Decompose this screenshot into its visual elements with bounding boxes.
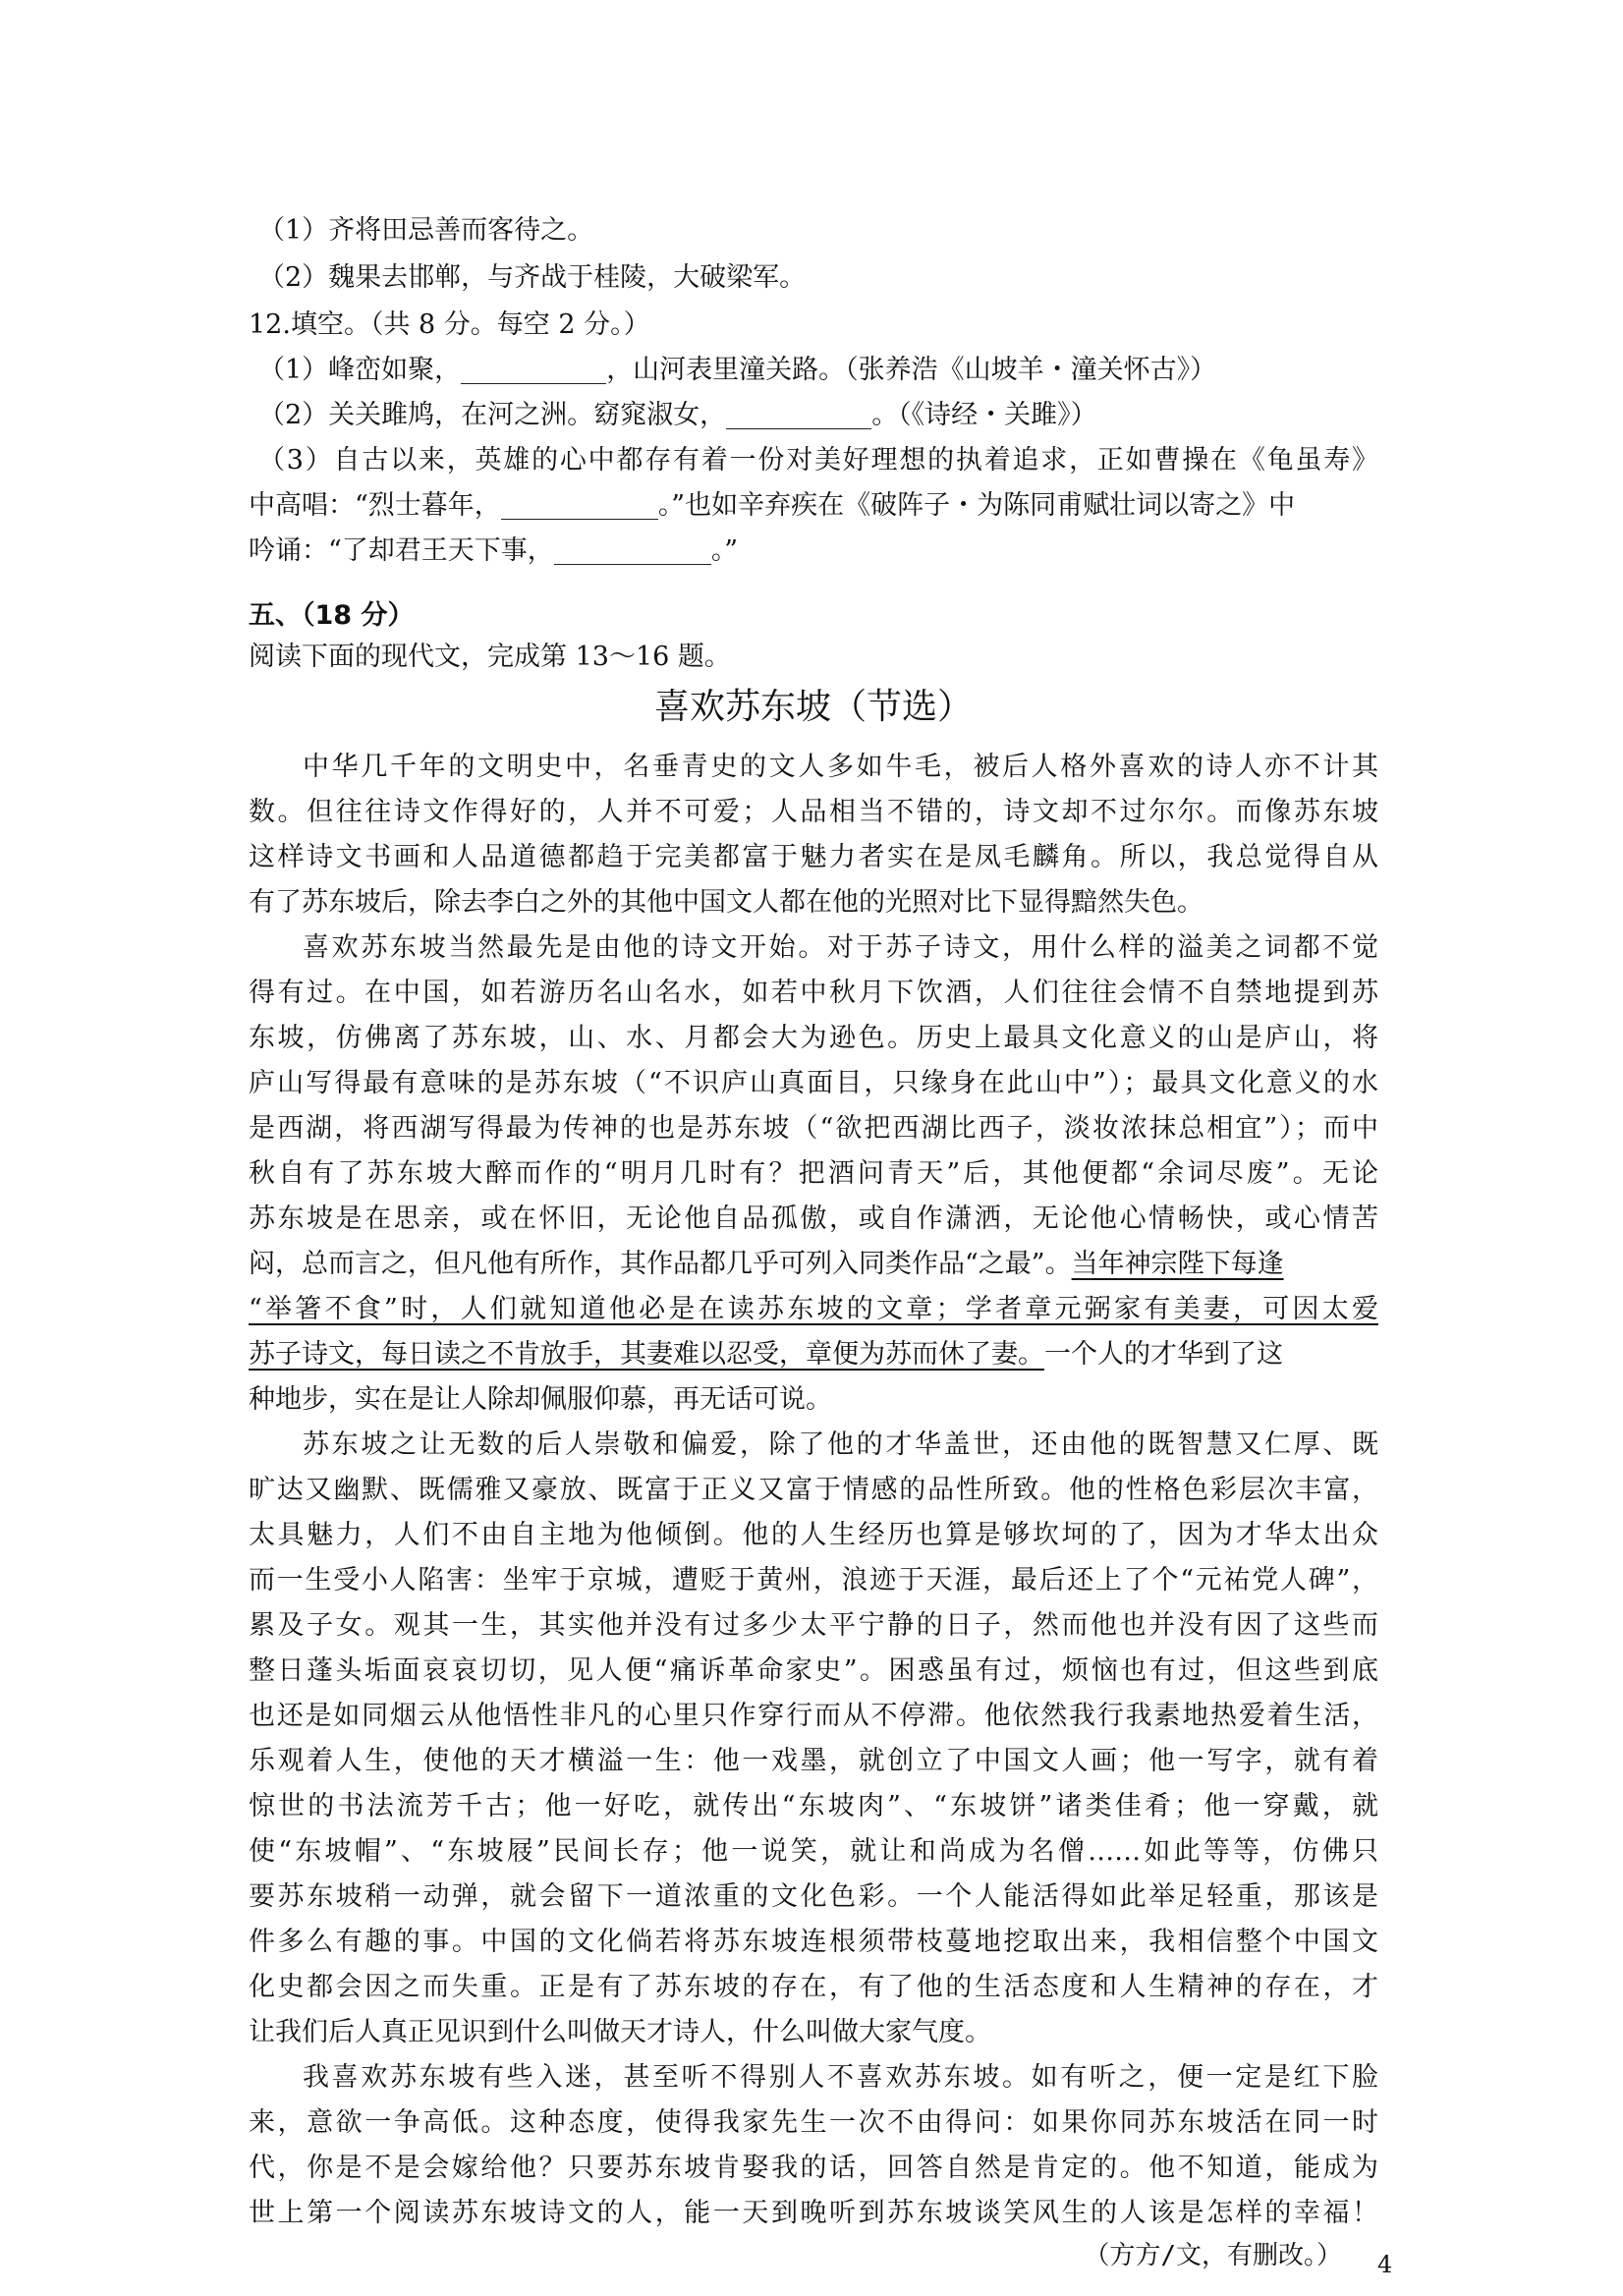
q12-s3-l2-end: 。”也如辛弃疾在《破阵子・为陈同甫赋壮词以寄之》中 xyxy=(657,490,1296,521)
article-line: 我喜欢苏东坡有些入迷，甚至听不得别人不喜欢苏东坡。如有听之，便一定是红下脸 xyxy=(303,2062,1378,2093)
underlined-passage: “举箸不食”时，人们就知道他必是在读苏东坡的文章；学者章元弼家有美妻，可因太爱 xyxy=(249,1294,1378,1324)
article-line: 累及子女。观其一生，其实他并没有过多少太平宁静的日子，然而他也并没有因了这些而 xyxy=(249,1610,1378,1641)
article-line: 有了苏东坡后，除去李白之外的其他中国文人都在他的光照对比下显得黯然失色。 xyxy=(249,887,1203,918)
article-line: 件多么有趣的事。中国的文化倘若将苏东坡连根须带枝蔓地挖取出来，我相信整个中国文 xyxy=(249,1927,1378,1957)
translation-item-2: （2）魏果去邯郸，与齐战于桂陵，大破梁军。 xyxy=(258,262,807,293)
article-line: 秋自有了苏东坡大醉而作的“明月几时有？把酒问青天”后，其他便都“余词尽废”。无论 xyxy=(249,1158,1378,1189)
q12-heading: 12.填空。（共 8 分。每空 2 分。） xyxy=(249,309,650,340)
article-line: 惊世的书法流芳千古；他一好吃，就传出“东坡肉”、“东坡饼”诸类佳肴；他一穿戴，就 xyxy=(249,1791,1378,1821)
article-line: 整日蓬头垢面哀哀切切，见人便“痛诉革命家史”。困惑虽有过，烦恼也有过，但这些到底 xyxy=(249,1655,1378,1686)
article-line xyxy=(249,1242,1378,1287)
article-line: 来，意欲一争高低。这种态度，使得我家先生一次不由得问：如果你同苏东坡活在同一时 xyxy=(249,2107,1378,2138)
q12-s1-end: ，山河表里潼关路。（张养浩《山坡羊・潼关怀古》） xyxy=(606,355,1217,385)
q12-s3-l3-start: 吟诵：“了却君王天下事， xyxy=(249,535,554,566)
article-line: 也还是如同烟云从他悟性非凡的心里只作穿行而从不停滞。他依然我行我素地热爱着生活， xyxy=(249,1701,1378,1731)
article-line: 东坡，仿佛离了苏东坡，山、水、月都会大为逊色。历史上最具文化意义的山是庐山，将 xyxy=(249,1023,1378,1053)
article-line: 化史都会因之而失重。正是有了苏东坡的存在，有了他的生活态度和人生精神的存在，才 xyxy=(249,1972,1378,2002)
article-byline: （方方/文，有删改。） xyxy=(1084,2241,1342,2270)
article-line: 中华几千年的文明史中，名垂青史的文人多如牛毛，被后人格外喜欢的诗人亦不计其 xyxy=(303,752,1378,782)
q12-s2-end: 。（《诗经・关雎》） xyxy=(871,400,1097,430)
article-line: 喜欢苏东坡当然最先是由他的诗文开始。对于苏子诗文，用什么样的溢美之词都不觉 xyxy=(303,932,1378,963)
article-line: 种地步，实在是让人除却佩服仰慕，再无话可说。 xyxy=(249,1384,832,1415)
article-line: 太具魅力，人们不由自主地为他倾倒。他的人生经历也算是够坎坷的了，因为才华太出众 xyxy=(249,1520,1378,1550)
q12-s1-start: （1）峰峦如聚， xyxy=(258,355,462,385)
section-5-instruction: 阅读下面的现代文，完成第 13～16 题。 xyxy=(249,642,731,672)
article-line: 是西湖，将西湖写得最为传神的也是苏东坡（“欲把西湖比西子，淡妆浓抹总相宜”）；而中 xyxy=(249,1113,1378,1144)
answer-blank-4[interactable] xyxy=(554,534,711,565)
page-number: 4 xyxy=(1377,2251,1393,2278)
section-5-heading: 五、（18 分） xyxy=(249,600,415,631)
translation-item-1: （1）齐将田忌善而客待之。 xyxy=(258,215,594,246)
q12-sentence-2 xyxy=(258,393,1388,438)
q12-s2-start: （2）关关雎鸠，在河之洲。窈窕淑女， xyxy=(258,400,727,430)
article-line xyxy=(249,1332,1378,1377)
q12-sentence-1 xyxy=(258,348,1388,393)
article-line: 苏东坡之让无数的后人崇敬和偏爱，除了他的才华盖世，还由他的既智慧又仁厚、既 xyxy=(303,1429,1378,1460)
article-line-text: 闷，总而言之，但凡他有所作，其作品都几乎可列入同类作品“之最”。 xyxy=(249,1249,1072,1279)
answer-blank-1[interactable] xyxy=(461,354,606,384)
article-line: 苏东坡是在思亲，或在怀旧，无论他自品孤傲，或自作潇洒，无论他心情畅快，或心情苦 xyxy=(249,1204,1378,1234)
article-line: 庐山写得最有意味的是苏东坡（“不识庐山真面目，只缘身在此山中”）；最具文化意义的水 xyxy=(249,1068,1378,1098)
answer-blank-2[interactable] xyxy=(726,399,871,429)
q12-sentence-3-line-3 xyxy=(249,529,1378,574)
article-line: 旷达又幽默、既儒雅又豪放、既富于正义又富于情感的品性所致。他的性格色彩层次丰富， xyxy=(249,1475,1378,1505)
q12-s3-l3-end: 。” xyxy=(710,535,739,566)
answer-blank-3[interactable] xyxy=(501,489,658,520)
article-line: 数。但往往诗文作得好的，人并不可爱；人品相当不错的，诗文却不过尔尔。而像苏东坡 xyxy=(249,797,1378,827)
article-line: 乐观着人生，使他的天才横溢一生：他一戏墨，就创立了中国文人画；他一写字，就有着 xyxy=(249,1746,1378,1776)
article-line: 要苏东坡稍一动弹，就会留下一道浓重的文化色彩。一个人能活得如此举足轻重，那该是 xyxy=(249,1881,1378,1912)
q12-s3-l2-start: 中高唱：“烈士暮年， xyxy=(249,490,501,521)
article-line: 而一生受小人陷害：坐牢于京城，遭贬于黄州，浪迹于天涯，最后还上了个“元祐党人碑”， xyxy=(249,1565,1378,1596)
underlined-passage: 当年神宗陛下每逢 xyxy=(1071,1249,1284,1279)
article-line: 让我们后人真正见识到什么叫做天才诗人，什么叫做大家气度。 xyxy=(249,2017,991,2047)
underlined-passage: 苏子诗文，每日读之不肯放手，其妻难以忍受，章便为苏而休了妻。 xyxy=(249,1339,1044,1370)
article-line: 世上第一个阅读苏东坡诗文的人，能一天到晚听到苏东坡谈笑风生的人该是怎样的幸福！ xyxy=(249,2198,1378,2228)
article-line: 使“东坡帽”、“东坡屐”民间长存；他一说笑，就让和尚成为名僧……如此等等，仿佛只 xyxy=(249,1836,1378,1867)
article-line: 这样诗文书画和人品道德都趋于完美都富于魅力者实在是凤毛麟角。所以，我总觉得自从 xyxy=(249,842,1378,872)
article-line: 得有过。在中国，如若游历名山名水，如若中秋月下饮酒，人们往往会情不自禁地提到苏 xyxy=(249,978,1378,1008)
article-line: 代，你是不是会嫁给他？只要苏东坡肯娶我的话，回答自然是肯定的。他不知道，能成为 xyxy=(249,2153,1378,2183)
article-title: 喜欢苏东坡（节选） xyxy=(653,687,973,727)
q12-sentence-3-line-2 xyxy=(249,483,1378,529)
q12-sentence-3-line-1: （3）自古以来，英雄的心中都存有着一份对美好理想的执着追求，正如曹操在《龟虽寿》 xyxy=(258,445,1378,476)
article-line-text: 一个人的才华到了这 xyxy=(1044,1339,1283,1370)
